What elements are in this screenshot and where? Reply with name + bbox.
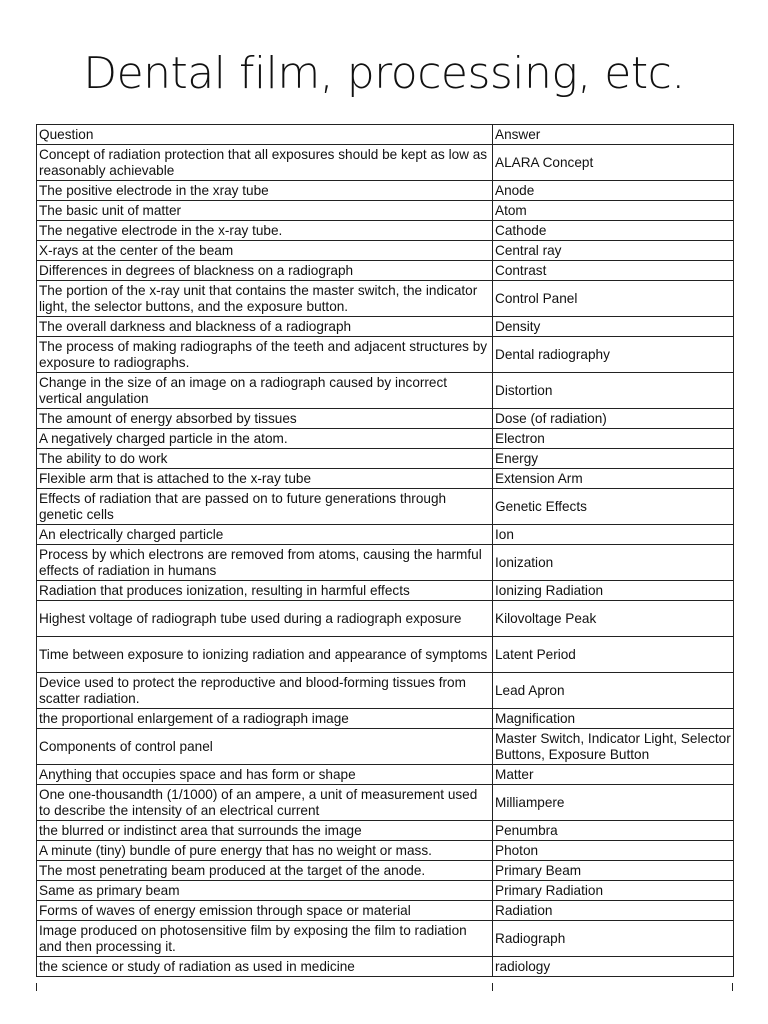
answer-cell: Central ray	[493, 241, 734, 261]
question-cell: Components of control panel	[37, 729, 493, 765]
table-row	[37, 821, 734, 841]
question-cell: Process by which electrons are removed from atoms, causing the harmful effects of radiation in humans	[37, 545, 493, 581]
qa-table	[36, 124, 734, 977]
question-cell: Anything that occupies space and has form or shape	[37, 765, 493, 785]
table-row	[37, 881, 734, 901]
table-row	[37, 337, 734, 373]
answer-cell: Atom	[493, 201, 734, 221]
answer-cell: Penumbra	[493, 821, 734, 841]
answer-cell: Anode	[493, 181, 734, 201]
table-row	[37, 317, 734, 337]
table-row	[37, 545, 734, 581]
table-row	[37, 449, 734, 469]
table-row	[37, 145, 734, 181]
question-cell: The process of making radiographs of the teeth and adjacent structures by exposure to radiographs.	[37, 337, 493, 373]
table-row	[37, 525, 734, 545]
table-row	[37, 729, 734, 765]
header-answer: Answer	[493, 125, 734, 145]
table-row	[37, 241, 734, 261]
table-row	[37, 489, 734, 525]
answer-cell: Genetic Effects	[493, 489, 734, 525]
answer-cell: Primary Radiation	[493, 881, 734, 901]
answer-cell: Photon	[493, 841, 734, 861]
question-cell: The negative electrode in the x-ray tube.	[37, 221, 493, 241]
answer-cell: Latent Period	[493, 637, 734, 673]
table-row	[37, 221, 734, 241]
answer-cell: Cathode	[493, 221, 734, 241]
table-row	[37, 469, 734, 489]
question-cell: The basic unit of matter	[37, 201, 493, 221]
answer-cell: Radiation	[493, 901, 734, 921]
question-cell: Same as primary beam	[37, 881, 493, 901]
question-cell: The ability to do work	[37, 449, 493, 469]
answer-cell: Master Switch, Indicator Light, Selector Buttons, Exposure Button	[493, 729, 734, 765]
answer-cell: Kilovoltage Peak	[493, 601, 734, 637]
table-row	[37, 921, 734, 957]
table-row	[37, 785, 734, 821]
question-cell: The overall darkness and blackness of a radiograph	[37, 317, 493, 337]
question-cell: The most penetrating beam produced at the target of the anode.	[37, 861, 493, 881]
question-cell: Effects of radiation that are passed on to future generations through genetic cells	[37, 489, 493, 525]
question-cell: The amount of energy absorbed by tissues	[37, 409, 493, 429]
table-row	[37, 429, 734, 449]
table-row	[37, 861, 734, 881]
answer-cell: Dental radiography	[493, 337, 734, 373]
table-row	[37, 373, 734, 409]
table-row	[37, 261, 734, 281]
question-cell: Time between exposure to ionizing radiation and appearance of symptoms	[37, 637, 493, 673]
table-row	[37, 281, 734, 317]
answer-cell: Matter	[493, 765, 734, 785]
table-row	[37, 181, 734, 201]
header-question: Question	[37, 125, 493, 145]
question-cell: One one-thousandth (1/1000) of an ampere, a unit of measurement used to describe the intensity of an electrical current	[37, 785, 493, 821]
question-cell: Radiation that produces ionization, resulting in harmful effects	[37, 581, 493, 601]
answer-cell: Energy	[493, 449, 734, 469]
question-cell: Differences in degrees of blackness on a radiograph	[37, 261, 493, 281]
table-continuation	[36, 983, 733, 993]
answer-cell: Primary Beam	[493, 861, 734, 881]
answer-cell: Ion	[493, 525, 734, 545]
answer-cell: Distortion	[493, 373, 734, 409]
question-cell: X-rays at the center of the beam	[37, 241, 493, 261]
question-cell: Image produced on photosensitive film by exposing the film to radiation and then processing it.	[37, 921, 493, 957]
table-border-right	[732, 983, 733, 991]
question-cell: Concept of radiation protection that all exposures should be kept as low as reasonably achievable	[37, 145, 493, 181]
answer-cell: Extension Arm	[493, 469, 734, 489]
answer-cell: radiology	[493, 957, 734, 977]
answer-cell: Milliampere	[493, 785, 734, 821]
answer-cell: Dose (of radiation)	[493, 409, 734, 429]
answer-cell: ALARA Concept	[493, 145, 734, 181]
answer-cell: Control Panel	[493, 281, 734, 317]
question-cell: The portion of the x-ray unit that contains the master switch, the indicator light, the selector buttons, and the exposure button.	[37, 281, 493, 317]
question-cell: Forms of waves of energy emission through space or material	[37, 901, 493, 921]
table-border-left	[36, 983, 37, 991]
question-cell: the blurred or indistinct area that surrounds the image	[37, 821, 493, 841]
table-row	[37, 581, 734, 601]
table-row	[37, 957, 734, 977]
question-cell: Device used to protect the reproductive and blood-forming tissues from scatter radiation.	[37, 673, 493, 709]
table-row	[37, 637, 734, 673]
table-header-row	[37, 125, 734, 145]
answer-cell: Ionizing Radiation	[493, 581, 734, 601]
question-cell: A negatively charged particle in the atom.	[37, 429, 493, 449]
page-title: Dental film, processing, etc.	[83, 48, 685, 99]
table-row	[37, 201, 734, 221]
question-cell: A minute (tiny) bundle of pure energy that has no weight or mass.	[37, 841, 493, 861]
table-row	[37, 841, 734, 861]
question-cell: The positive electrode in the xray tube	[37, 181, 493, 201]
question-cell: An electrically charged particle	[37, 525, 493, 545]
answer-cell: Lead Apron	[493, 673, 734, 709]
answer-cell: Radiograph	[493, 921, 734, 957]
table-row	[37, 901, 734, 921]
answer-cell: Density	[493, 317, 734, 337]
table-row	[37, 673, 734, 709]
table-row	[37, 409, 734, 429]
question-cell: the science or study of radiation as used in medicine	[37, 957, 493, 977]
question-cell: Highest voltage of radiograph tube used during a radiograph exposure	[37, 601, 493, 637]
table-border-middle	[492, 983, 493, 991]
question-cell: Change in the size of an image on a radiograph caused by incorrect vertical angulation	[37, 373, 493, 409]
table-row	[37, 765, 734, 785]
answer-cell: Ionization	[493, 545, 734, 581]
question-cell: the proportional enlargement of a radiograph image	[37, 709, 493, 729]
table-row	[37, 601, 734, 637]
answer-cell: Contrast	[493, 261, 734, 281]
question-cell: Flexible arm that is attached to the x-ray tube	[37, 469, 493, 489]
answer-cell: Magnification	[493, 709, 734, 729]
table-row	[37, 709, 734, 729]
answer-cell: Electron	[493, 429, 734, 449]
